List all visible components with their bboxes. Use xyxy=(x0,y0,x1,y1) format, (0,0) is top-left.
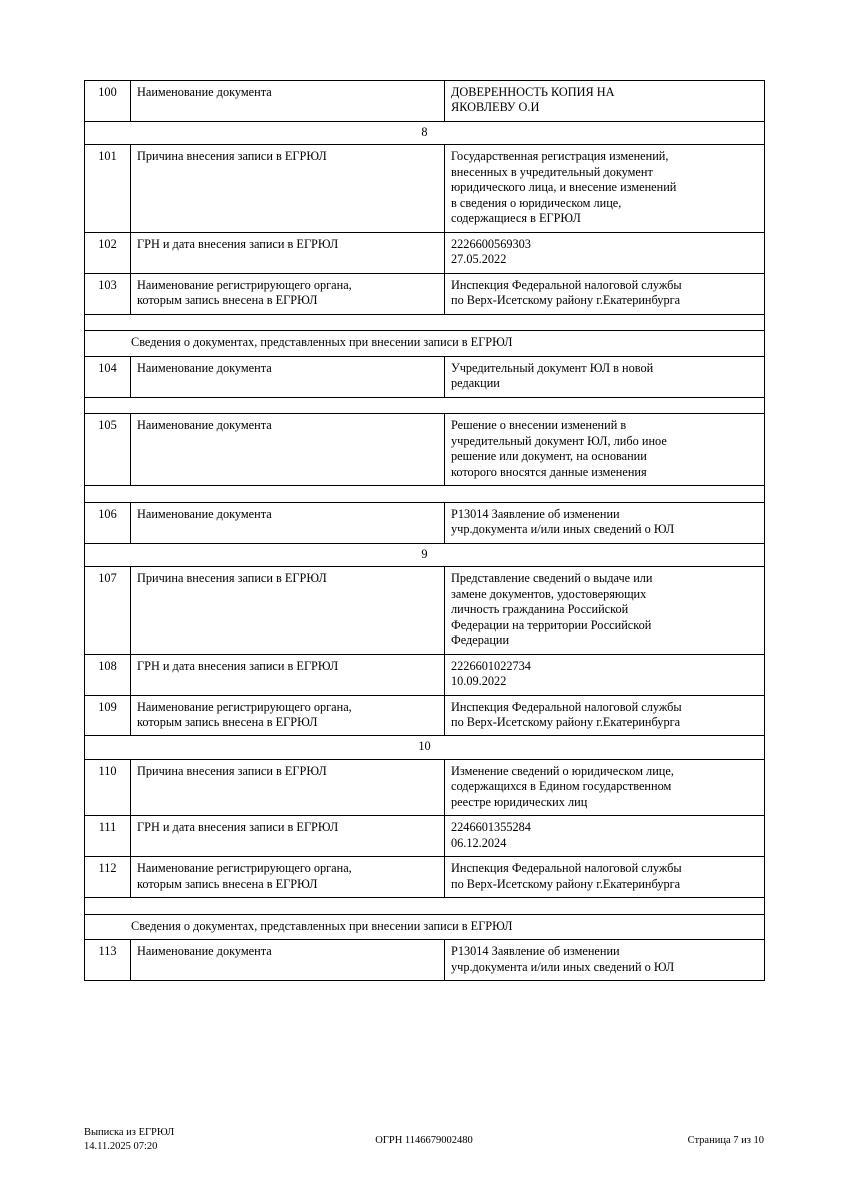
row-field-name: Наименование регистрирующего органа, которым запись внесена в ЕГРЮЛ xyxy=(131,857,445,898)
row-number: 109 xyxy=(85,695,131,736)
table-row xyxy=(85,502,765,543)
row-number: 106 xyxy=(85,502,131,543)
row-field-name: Наименование документа xyxy=(131,940,445,981)
footer-document-timestamp: 14.11.2025 07:20 xyxy=(84,1140,158,1152)
page-footer xyxy=(84,1126,764,1156)
table-spacer-row xyxy=(85,314,765,330)
table-row xyxy=(85,356,765,397)
row-field-name: ГРН и дата внесения записи в ЕГРЮЛ xyxy=(131,232,445,273)
row-number: 100 xyxy=(85,81,131,122)
row-field-name: Наименование регистрирующего органа, которым запись внесена в ЕГРЮЛ xyxy=(131,695,445,736)
row-number: 110 xyxy=(85,759,131,815)
spacer-cell xyxy=(85,898,765,914)
row-field-value: Инспекция Федеральной налоговой службы по Верх-Исетскому району г.Екатеринбурга xyxy=(445,695,765,736)
row-number: 111 xyxy=(85,816,131,857)
table-spacer-row xyxy=(85,486,765,502)
row-field-value: Изменение сведений о юридическом лице, содержащихся в Едином государственном реестре юридических лиц xyxy=(445,759,765,815)
table-body xyxy=(85,81,765,981)
row-field-name: Причина внесения записи в ЕГРЮЛ xyxy=(131,759,445,815)
documents-header-label: Сведения о документах, представленных при внесении записи в ЕГРЮЛ xyxy=(85,914,765,939)
row-field-value: Инспекция Федеральной налоговой службы по Верх-Исетскому району г.Екатеринбурга xyxy=(445,273,765,314)
row-field-name: Наименование документа xyxy=(131,81,445,122)
table-section-row xyxy=(85,543,765,566)
table-row xyxy=(85,567,765,654)
table-row xyxy=(85,857,765,898)
table-row xyxy=(85,232,765,273)
footer-page-number: Страница 7 из 10 xyxy=(687,1135,764,1146)
table-row xyxy=(85,940,765,981)
row-field-value: Учредительный документ ЮЛ в новой редакции xyxy=(445,356,765,397)
table-row xyxy=(85,273,765,314)
row-field-value: Инспекция Федеральной налоговой службы по Верх-Исетскому району г.Екатеринбурга xyxy=(445,857,765,898)
row-field-name: Наименование документа xyxy=(131,356,445,397)
footer-ogrn: ОГРН 1146679002480 xyxy=(375,1135,473,1146)
table-row xyxy=(85,654,765,695)
section-label: 8 xyxy=(85,121,765,144)
row-field-value: 2246601355284 06.12.2024 xyxy=(445,816,765,857)
row-number: 101 xyxy=(85,145,131,232)
table-row xyxy=(85,414,765,486)
row-field-name: Наименование документа xyxy=(131,502,445,543)
row-field-name: ГРН и дата внесения записи в ЕГРЮЛ xyxy=(131,654,445,695)
table-row xyxy=(85,759,765,815)
footer-document-title: Выписка из ЕГРЮЛ xyxy=(84,1127,175,1138)
table-section-row xyxy=(85,736,765,759)
row-number: 107 xyxy=(85,567,131,654)
row-field-value: Государственная регистрация изменений, внесенных в учредительный документ юридического лица, и внесение изменений в сведения о юридическом лице, содержащиеся в ЕГРЮЛ xyxy=(445,145,765,232)
row-field-value: Р13014 Заявление об изменении учр.документа и/или иных сведений о ЮЛ xyxy=(445,940,765,981)
section-label: 9 xyxy=(85,543,765,566)
row-field-value: 2226600569303 27.05.2022 xyxy=(445,232,765,273)
table-row xyxy=(85,145,765,232)
row-number: 113 xyxy=(85,940,131,981)
row-number: 103 xyxy=(85,273,131,314)
row-field-value: 2226601022734 10.09.2022 xyxy=(445,654,765,695)
table-spacer-row xyxy=(85,397,765,413)
spacer-cell xyxy=(85,486,765,502)
section-label: 10 xyxy=(85,736,765,759)
row-field-name: Причина внесения записи в ЕГРЮЛ xyxy=(131,567,445,654)
row-number: 105 xyxy=(85,414,131,486)
row-field-name: Причина внесения записи в ЕГРЮЛ xyxy=(131,145,445,232)
table-row xyxy=(85,816,765,857)
table-spacer-row xyxy=(85,898,765,914)
table-row xyxy=(85,695,765,736)
row-field-value: Представление сведений о выдаче или замене документов, удостоверяющих личность гражданина Российской Федерации на территории Российской Федерации xyxy=(445,567,765,654)
row-field-value: Решение о внесении изменений в учредительный документ ЮЛ, либо иное решение или документ, на основании которого вносятся данные изменения xyxy=(445,414,765,486)
table-section-row xyxy=(85,121,765,144)
row-field-name: Наименование документа xyxy=(131,414,445,486)
egrul-records-table xyxy=(84,80,765,981)
row-number: 104 xyxy=(85,356,131,397)
row-field-value: Р13014 Заявление об изменении учр.документа и/или иных сведений о ЮЛ xyxy=(445,502,765,543)
table-row xyxy=(85,81,765,122)
row-number: 108 xyxy=(85,654,131,695)
row-field-name: Наименование регистрирующего органа, которым запись внесена в ЕГРЮЛ xyxy=(131,273,445,314)
documents-header-row xyxy=(85,331,765,356)
spacer-cell xyxy=(85,314,765,330)
documents-header-row xyxy=(85,914,765,939)
row-field-value: ДОВЕРЕННОСТЬ КОПИЯ НА ЯКОВЛЕВУ О.И xyxy=(445,81,765,122)
row-number: 102 xyxy=(85,232,131,273)
row-field-name: ГРН и дата внесения записи в ЕГРЮЛ xyxy=(131,816,445,857)
row-number: 112 xyxy=(85,857,131,898)
documents-header-label: Сведения о документах, представленных при внесении записи в ЕГРЮЛ xyxy=(85,331,765,356)
spacer-cell xyxy=(85,397,765,413)
